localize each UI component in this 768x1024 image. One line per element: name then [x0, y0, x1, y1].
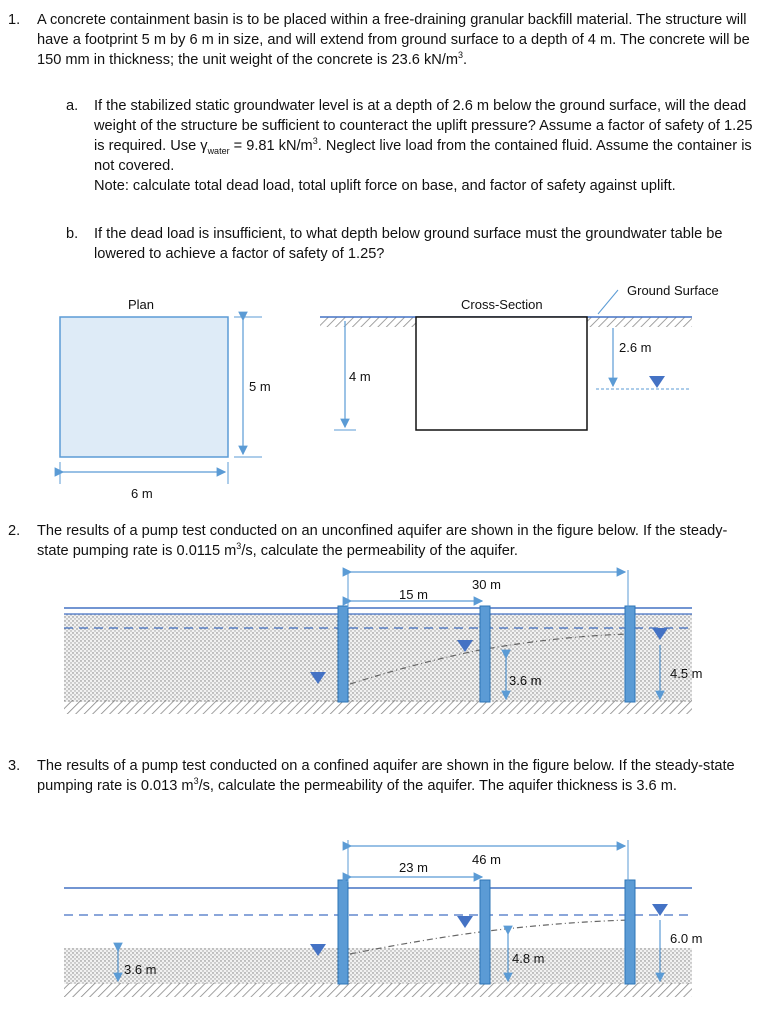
- q1b-text: If the dead load is insufficient, to what depth below ground surface must the groundwater table be lowered to achieve a factor of safety of 1.25?: [94, 226, 723, 262]
- q3-text: The results of a pump test conducted on a confined aquifer are shown in the figure below. If the steady-state pumping rate is 0.013 $m^3/s$, calculate the permeability of the aquifer. The aquifer thickness is 3.6 m.: [37, 758, 735, 794]
- q3-aquifer: [64, 948, 692, 984]
- q3-36m-label: 3.6 m: [124, 962, 157, 977]
- q1a-note: Note: calculate total dead load, total uplift force on base, and factor of safety against uplift.: [94, 178, 676, 194]
- q2-aquifer: [64, 614, 692, 702]
- q1a-text: If the stabilized static groundwater level is at a depth of 2.6 m below the ground surface, will the dead weight of the structure be sufficient to counteract the uplift pressure? Assume a factor of safety of 1.25 is required. Use $\gamma_{water} = 9.81$ $kN/m^3$. Neglect live load from the contained fluid. Assume the container is not covered. Note: calculate total dead load, total uplift force on base, and factor of safety against uplift.: [94, 98, 753, 194]
- q3-46m-label: 46 m: [472, 852, 501, 867]
- q1-number: 1.: [8, 12, 21, 28]
- q3-23m-label: 23 m: [399, 860, 428, 875]
- q2-pumping-well: [338, 606, 348, 702]
- q2-30m-label: 30 m: [472, 577, 501, 592]
- q2-15m-label: 15 m: [399, 587, 428, 602]
- q3-obs-well-1: [480, 880, 490, 984]
- wt-triangle-q1: [649, 376, 665, 388]
- q2-obs-well-1: [480, 606, 490, 702]
- q1a-letter: a.: [66, 98, 79, 114]
- dim-5m-label: 5 m: [249, 379, 271, 394]
- dim-6m-label: 6 m: [131, 486, 153, 501]
- dim-26m-label: 2.6 m: [619, 340, 652, 355]
- q1-intro: A concrete containment basin is to be placed within a free-draining granular backfill material. The structure will have a footprint 5 m by 6 m in size, and will extend from ground surface to a depth of 4 m. The concrete will be 150 mm in thickness; the unit weight of the concrete is 23.6 $kN/m^3$.: [37, 12, 750, 68]
- q2-text: The results of a pump test conducted on an unconfined aquifer are shown in the figure below. If the steady-state pumping rate is 0.0115 $m^3/s$, calculate the permeability of the aquifer.: [37, 523, 728, 559]
- plan-label: Plan: [128, 297, 155, 312]
- q2-obs-well-2: [625, 606, 635, 702]
- q3-pumping-well: [338, 880, 348, 984]
- basin-section: [416, 317, 587, 430]
- q1b-letter: b.: [66, 226, 79, 242]
- q2-36m-label: 3.6 m: [509, 673, 542, 688]
- cross-section-label: Cross-Section: [461, 297, 543, 312]
- ground-hatch-left: [320, 317, 416, 327]
- q3-bedrock: [64, 983, 692, 997]
- q3-60m-label: 6.0 m: [670, 931, 703, 946]
- q2-45m-label: 4.5 m: [670, 666, 703, 681]
- q2-bedrock: [64, 700, 692, 714]
- ground-surface-label: Ground Surface: [627, 283, 719, 298]
- plan-footprint: [60, 317, 228, 457]
- dim-4m-label: 4 m: [349, 369, 371, 384]
- q3-number: 3.: [8, 758, 21, 774]
- q3-48m-label: 4.8 m: [512, 951, 545, 966]
- ground-hatch-right: [587, 317, 692, 327]
- q3-obs-well-2: [625, 880, 635, 984]
- q2-number: 2.: [8, 523, 21, 539]
